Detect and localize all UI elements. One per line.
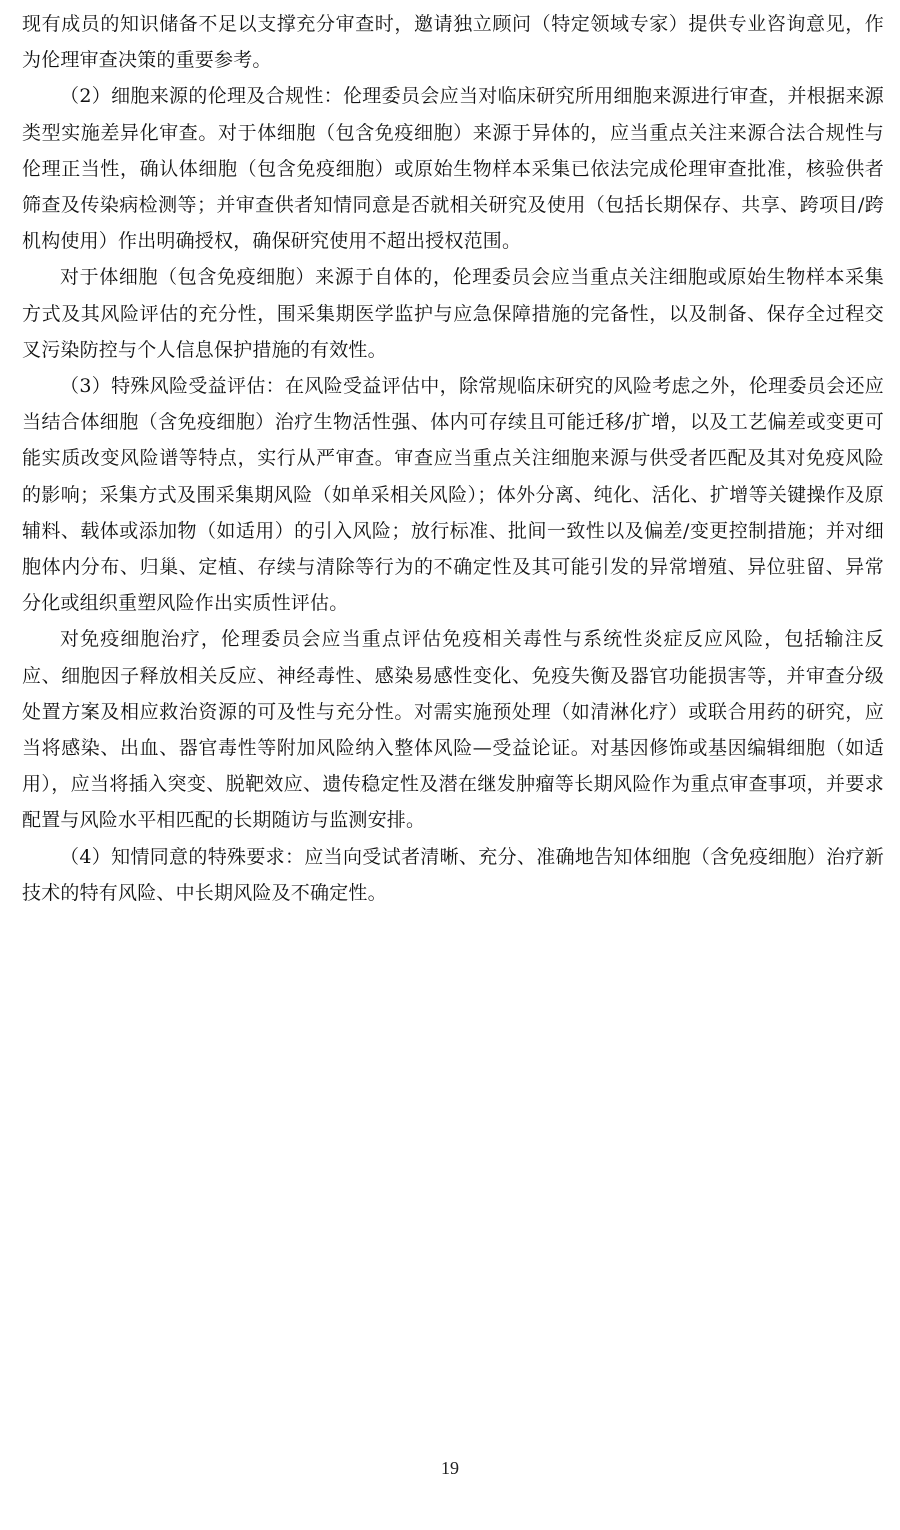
page-number: 19 [441, 1458, 459, 1478]
paragraph-informed-consent: （4）知情同意的特殊要求：应当向受试者清晰、充分、准确地告知体细胞（含免疫细胞）治疗新技术的特有风险、中长期风险及不确定性。 [22, 845, 884, 904]
paragraph-autologous-cells: 对于体细胞（包含免疫细胞）来源于自体的，伦理委员会应当重点关注细胞或原始生物样本采集方式及其风险评估的充分性，围采集期医学监护与应急保障措施的完备性，以及制备、保存全过程交叉污染防控与个人信息保护措施的有效性。 [22, 266, 884, 361]
paragraph-immune-cell-therapy: 对免疫细胞治疗，伦理委员会应当重点评估免疫相关毒性与系统性炎症反应风险，包括输注反应、细胞因子释放相关反应、神经毒性、感染易感性变化、免疫失衡及器官功能损害等，并审查分级处置方案及相应救治资源的可及性与充分性。对需实施预处理（如清淋化疗）或联合用药的研究，应当将感染、出血、器官毒性等附加风险纳入整体风险—受益论证。对基因修饰或基因编辑细胞（如适用），应当将插入突变、脱靶效应、遗传稳定性及潜在继发肿瘤等长期风险作为重点审查事项，并要求配置与风险水平相匹配的长期随访与监测安排。 [22, 628, 884, 832]
document-body [22, 6, 884, 911]
paragraph-cell-source-ethics: （2）细胞来源的伦理及合规性：伦理委员会应当对临床研究所用细胞来源进行审查，并根据来源类型实施差异化审查。对于体细胞（包含免疫细胞）来源于异体的，应当重点关注来源合法合规性与伦理正当性，确认体细胞（包含免疫细胞）或原始生物样本采集已依法完成伦理审查批准，核验供者筛查及传染病检测等；并审查供者知情同意是否就相关研究及使用（包括长期保存、共享、跨项目/跨机构使用）作出明确授权，确保研究使用不超出授权范围。 [22, 85, 884, 253]
paragraph-continuation: 现有成员的知识储备不足以支撑充分审查时，邀请独立顾问（特定领域专家）提供专业咨询意见，作为伦理审查决策的重要参考。 [22, 13, 884, 72]
paragraph-special-risk-benefit: （3）特殊风险受益评估：在风险受益评估中，除常规临床研究的风险考虑之外，伦理委员会还应当结合体细胞（含免疫细胞）治疗生物活性强、体内可存续且可能迁移/扩增，以及工艺偏差或变更可能实质改变风险谱等特点，实行从严审查。审查应当重点关注细胞来源与供受者匹配及其对免疫风险的影响；采集方式及围采集期风险（如单采相关风险）；体外分离、纯化、活化、扩增等关键操作及原辅料、载体或添加物（如适用）的引入风险；放行标准、批间一致性以及偏差/变更控制措施；并对细胞体内分布、归巢、定植、存续与清除等行为的不确定性及其可能引发的异常增殖、异位驻留、异常分化或组织重塑风险作出实质性评估。 [22, 375, 884, 615]
